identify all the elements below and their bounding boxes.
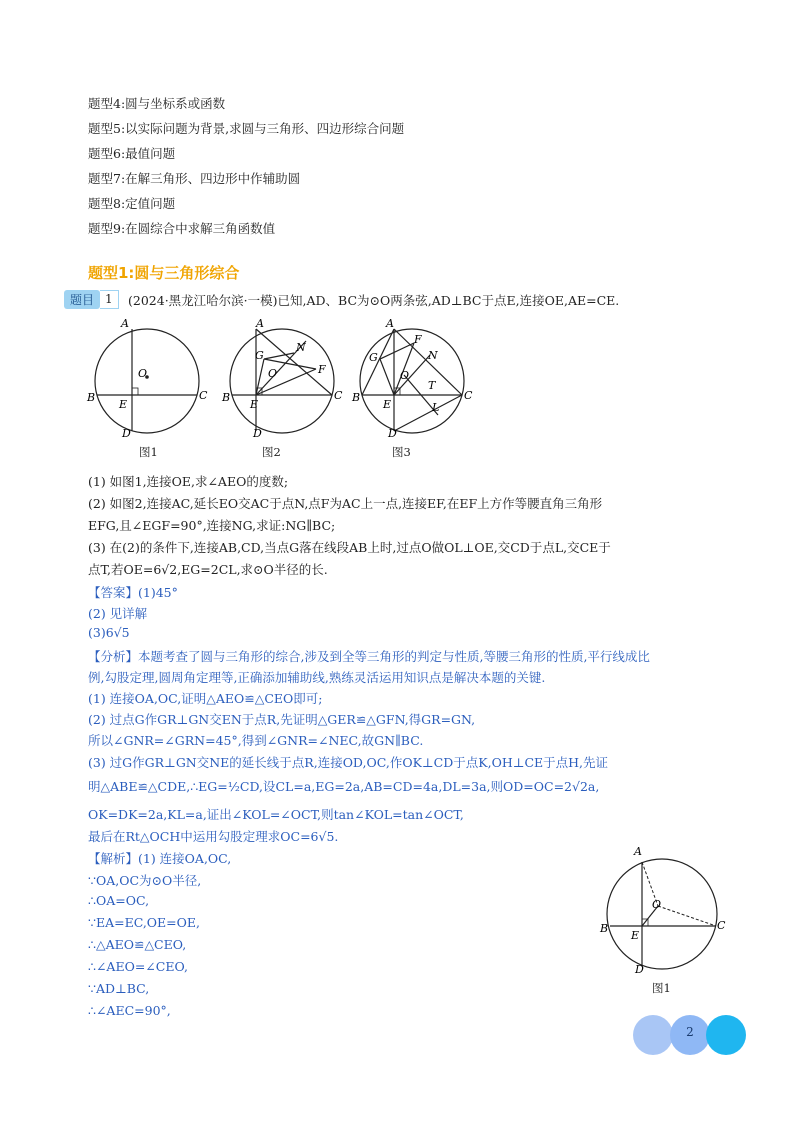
answer-1: 【答案】(1)45° [88,585,178,600]
fig2-label-f: F [318,363,326,376]
solfig-label-e: E [631,929,640,942]
solfig-label-c: C [717,919,726,932]
solution-line-4: ∵EA=EC,OE=OE, [88,915,200,930]
solfig-label-b: B [600,922,609,935]
fig2-label-n: N [296,341,306,354]
type-6: 题型6:最值问题 [88,146,176,161]
fig3-label-c: C [464,389,473,402]
answer-2: (2) 见详解 [88,606,148,621]
type-4: 题型4:圆与坐标系或函数 [88,96,226,111]
solution-line-5: ∴△AEO≌△CEO, [88,937,187,952]
answer-3: (3)6√5 [88,625,130,640]
tag-label: 题目 [64,290,100,309]
analysis-line-1: 【分析】本题考查了圆与三角形的综合,涉及到全等三角形的判定与性质,等腰三角形的性质,平行线成比 [88,649,650,664]
solution-line-8: ∴∠AEC=90°, [88,1003,171,1018]
fig2-label-c: C [334,389,343,402]
fig3-label-b: B [352,391,361,404]
type-7: 题型7:在解三角形、四边形中作辅助圆 [88,171,301,186]
fig2-label-a: A [256,317,264,330]
figure-2-caption: 图2 [262,445,281,459]
figure-1-caption: 图1 [139,445,158,459]
page-badge-left-circle [633,1015,673,1055]
solution-line-3: ∴OA=OC, [88,893,150,908]
figure-2 [220,315,350,440]
page-badge-right-circle [706,1015,746,1055]
analysis-line-9: 最后在Rt△OCH中运用勾股定理求OC=6√5. [88,829,339,844]
fig3-label-l: L [432,401,440,414]
solution-figure-caption: 图1 [652,981,671,995]
analysis-line-4: (2) 过点G作GR⊥GN交EN于点R,先证明△GER≌△GFN,得GR=GN, [88,712,476,727]
question-2-line-2: EFG,且∠EGF=90°,连接NG,求证:NG∥BC; [88,518,336,533]
fig2-label-b: B [222,391,231,404]
fig1-label-b: B [87,391,96,404]
type-9: 题型9:在圆综合中求解三角函数值 [88,221,276,236]
fig2-label-e: E [250,398,259,411]
fig3-label-e: E [383,398,392,411]
solfig-label-d: D [635,963,644,975]
fig1-label-e: E [119,398,128,411]
section-title: 题型1:圆与三角形综合 [88,264,240,282]
tag-number: 1 [100,290,119,309]
analysis-line-6: (3) 过G作GR⊥GN交NE的延长线于点R,连接OD,OC,作OK⊥CD于点K,OH⊥CE于点H,先证 [88,755,609,770]
analysis-line-2: 例,勾股定理,圆周角定理等,正确添加辅助线,熟练灵活运用知识点是解决本题的关键. [88,670,546,685]
figure-1 [85,315,215,440]
fig1-label-a: A [121,317,129,330]
fig1-label-d: D [122,427,131,440]
fig3-label-o: O [400,369,410,382]
solution-line-7: ∵AD⊥BC, [88,981,150,996]
question-3-line-2: 点T,若OE=6√2,EG=2CL,求⊙O半径的长. [88,562,328,577]
analysis-line-7: 明△ABE≌△CDE,∴EG=½CD,设CL=a,EG=2a,AB=CD=4a,DL=3a,则OD=OC=2√2a, [88,779,600,794]
fig1-label-c: C [199,389,208,402]
solution-line-2: ∵OA,OC为⊙O半径, [88,873,202,888]
question-1: (1) 如图1,连接OE,求∠AEO的度数; [88,474,289,489]
solfig-label-a: A [634,845,642,858]
figure-3 [350,315,480,440]
page-number: 2 [686,1025,694,1039]
question-tag [64,290,119,309]
fig2-label-d: D [253,427,262,440]
type-5: 题型5:以实际问题为背景,求圆与三角形、四边形综合问题 [88,121,405,136]
analysis-line-8: OK=DK=2a,KL=a,证出∠KOL=∠OCT,则tan∠KOL=tan∠OCT, [88,807,464,822]
fig3-label-t: T [428,379,436,392]
solution-figure [598,840,738,975]
fig2-label-g: G [255,349,264,362]
fig1-label-o: O [138,367,148,380]
fig2-label-o: O [268,367,278,380]
solution-line-1: 【解析】(1) 连接OA,OC, [88,851,232,866]
question-2-line-1: (2) 如图2,连接AC,延长EO交AC于点N,点F为AC上一点,连接EF,在EF上方作等腰直角三角形 [88,496,603,511]
fig3-label-n: N [428,349,438,362]
fig3-label-d: D [388,427,397,440]
fig3-label-f: F [414,333,422,346]
solfig-label-o: O [652,898,662,911]
fig3-label-a: A [386,317,394,330]
figure-3-caption: 图3 [392,445,411,459]
solution-line-6: ∴∠AEO=∠CEO, [88,959,188,974]
type-8: 题型8:定值问题 [88,196,176,211]
fig3-label-g: G [369,351,378,364]
analysis-line-5: 所以∠GNR=∠GRN=45°,得到∠GNR=∠NEC,故GN∥BC. [88,733,424,748]
question-intro: (2024·黑龙江哈尔滨·一模)已知,AD、BC为⊙O两条弦,AD⊥BC于点E,连接OE,AE=CE. [128,293,620,308]
question-3-line-1: (3) 在(2)的条件下,连接AB,CD,当点G落在线段AB上时,过点O做OL⊥OE,交CD于点L,交CE于 [88,540,611,555]
analysis-line-3: (1) 连接OA,OC,证明△AEO≌△CEO即可; [88,691,323,706]
